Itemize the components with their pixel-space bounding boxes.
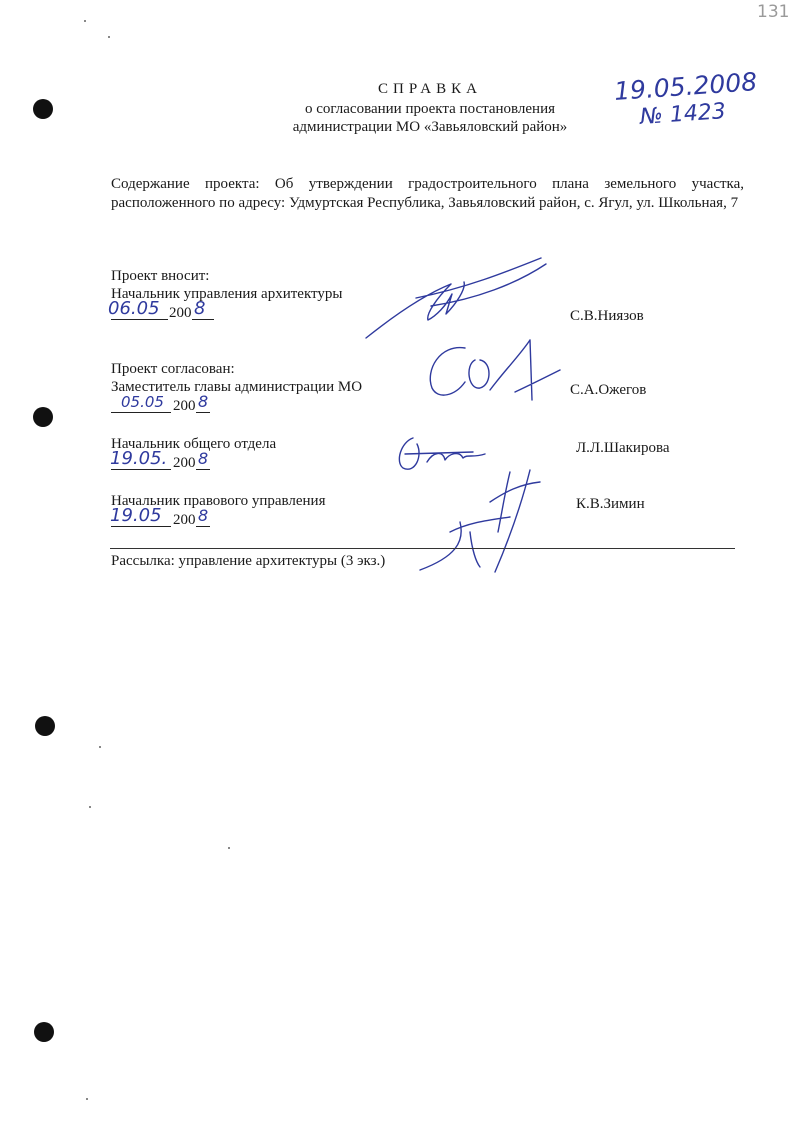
approval-date: 05.05 bbox=[121, 393, 164, 411]
year-prefix: 200 bbox=[173, 512, 196, 528]
document-subtitle-line1: о согласовании проекта постановления bbox=[304, 101, 556, 117]
scan-speck bbox=[86, 1098, 88, 1100]
binder-hole bbox=[33, 99, 53, 119]
submitter-date: 06.05 bbox=[108, 298, 160, 319]
approval-year: 8 bbox=[198, 449, 209, 468]
distribution-note: Рассылка: управление архитектуры (3 экз.) bbox=[111, 553, 386, 569]
scan-speck bbox=[228, 847, 230, 849]
divider bbox=[110, 548, 735, 549]
submitter-name: С.В.Ниязов bbox=[570, 308, 644, 324]
binder-hole bbox=[33, 407, 53, 427]
approval-name: К.В.Зимин bbox=[576, 496, 645, 512]
registration-number: № 1423 bbox=[639, 99, 727, 130]
approvals-section-label: Проект согласован: bbox=[111, 361, 235, 377]
signature-zimin bbox=[410, 462, 570, 577]
document-subtitle-line2: администрации МО «Завьяловский район» bbox=[292, 119, 568, 135]
scan-speck bbox=[89, 806, 91, 808]
scan-speck bbox=[99, 746, 101, 748]
approval-position: Заместитель главы администрации МО bbox=[111, 379, 363, 395]
year-prefix: 200 bbox=[173, 455, 196, 471]
binder-hole bbox=[34, 1022, 54, 1042]
approval-year: 8 bbox=[198, 506, 209, 525]
approval-date: 19.05. bbox=[110, 448, 168, 469]
year-prefix: 200 bbox=[169, 305, 192, 321]
approval-position: Начальник правового управления bbox=[111, 493, 326, 509]
approval-name: С.А.Ожегов bbox=[570, 382, 647, 398]
document-title: СПРАВКА bbox=[378, 81, 482, 97]
submitter-position: Начальник управления архитектуры bbox=[111, 286, 343, 302]
approval-date: 19.05 bbox=[110, 505, 162, 526]
submitter-section-label: Проект вносит: bbox=[111, 268, 210, 284]
approval-position: Начальник общего отдела bbox=[111, 436, 277, 452]
submitter-year: 8 bbox=[194, 298, 206, 319]
registration-date: 19.05.2008 bbox=[613, 67, 758, 106]
approval-year: 8 bbox=[198, 392, 209, 411]
year-prefix: 200 bbox=[173, 398, 196, 414]
binder-hole bbox=[35, 716, 55, 736]
approval-name: Л.Л.Шакирова bbox=[576, 440, 670, 456]
signature-ozhegov bbox=[420, 330, 570, 410]
scan-speck bbox=[84, 20, 86, 22]
page-number: 131 bbox=[757, 2, 790, 22]
scan-speck bbox=[108, 36, 110, 38]
project-content: Содержание проекта: Об утверждении градостроительного плана земельного участка, расположенного по адресу: Удмуртская Республика, Завьяловский район, с. Ягул, ул. Школьная, 7 bbox=[111, 176, 744, 211]
